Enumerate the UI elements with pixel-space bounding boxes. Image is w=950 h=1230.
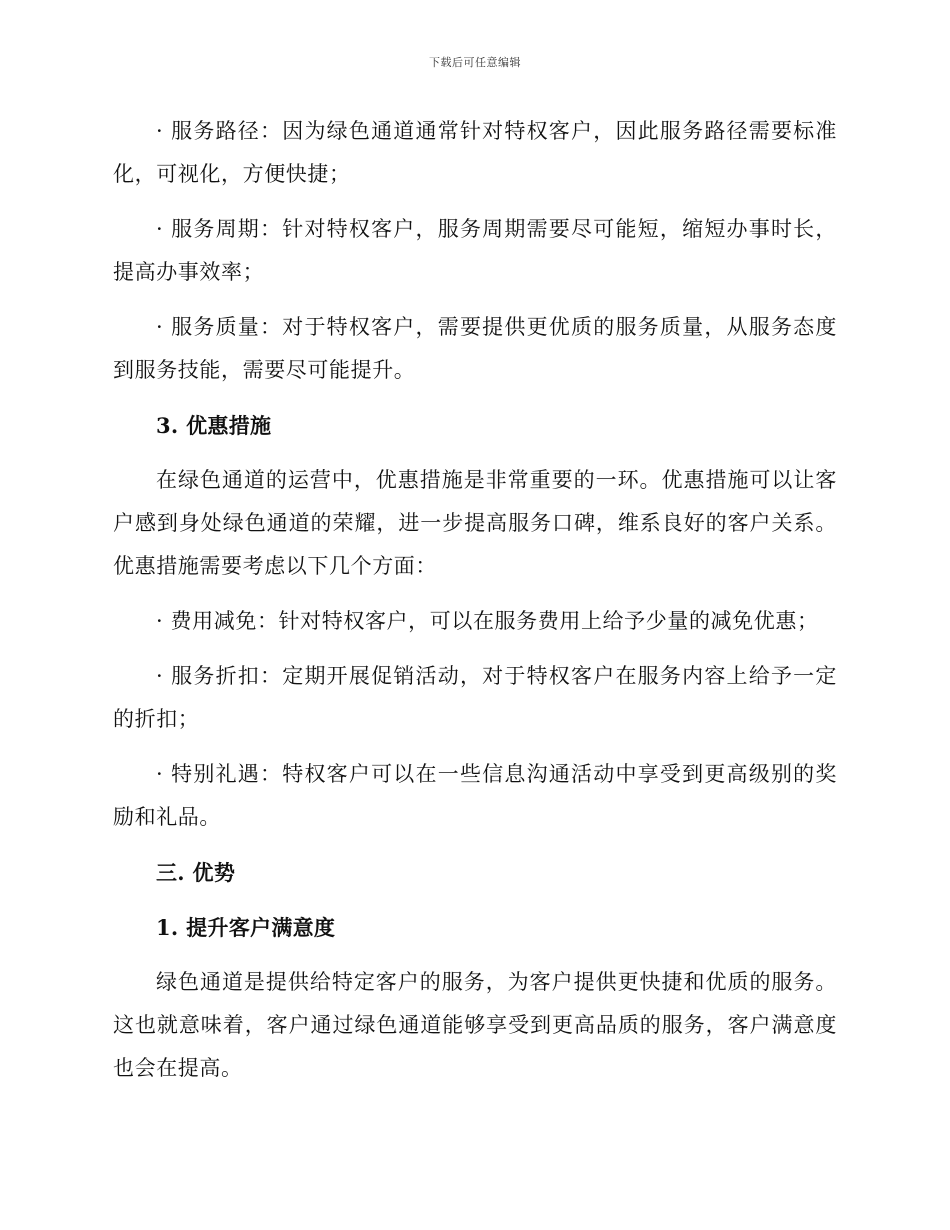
bullet-service-cycle: · 服务周期：针对特权客户，服务周期需要尽可能短，缩短办事时长，提高办事效率； bbox=[113, 217, 837, 284]
page-header: 下载后可任意编辑 bbox=[429, 56, 521, 69]
section-heading-customer-satisfaction: 1. 提升客户满意度 bbox=[156, 915, 336, 940]
bullet-service-discount: · 服务折扣：定期开展促销活动，对于特权客户在服务内容上给予一定的折扣； bbox=[113, 664, 837, 731]
document-body bbox=[113, 110, 837, 1102]
paragraph-customer-satisfaction: 绿色通道是提供给特定客户的服务，为客户提供更快捷和优质的服务。这也就意味着，客户通过绿色通道能够享受到更高品质的服务，客户满意度也会在提高。 bbox=[113, 970, 837, 1080]
bullet-service-path: · 服务路径：因为绿色通道通常针对特权客户，因此服务路径需要标准化，可视化，方便快捷； bbox=[113, 119, 837, 186]
bullet-special-treatment: · 特别礼遇：特权客户可以在一些信息沟通活动中享受到更高级别的奖励和礼品。 bbox=[113, 762, 837, 829]
bullet-fee-reduction: · 费用减免：针对特权客户，可以在服务费用上给予少量的减免优惠； bbox=[156, 609, 819, 633]
chapter-heading-advantages: 三. 优势 bbox=[156, 860, 236, 885]
bullet-service-quality: · 服务质量：对于特权客户，需要提供更优质的服务质量，从服务态度到服务技能，需要尽可能提升。 bbox=[113, 315, 837, 382]
paragraph-discount-intro: 在绿色通道的运营中，优惠措施是非常重要的一环。优惠措施可以让客户感到身处绿色通道的荣耀，进一步提高服务口碑，维系良好的客户关系。优惠措施需要考虑以下几个方面： bbox=[113, 468, 837, 578]
section-heading-discount-measures: 3. 优惠措施 bbox=[156, 413, 272, 438]
